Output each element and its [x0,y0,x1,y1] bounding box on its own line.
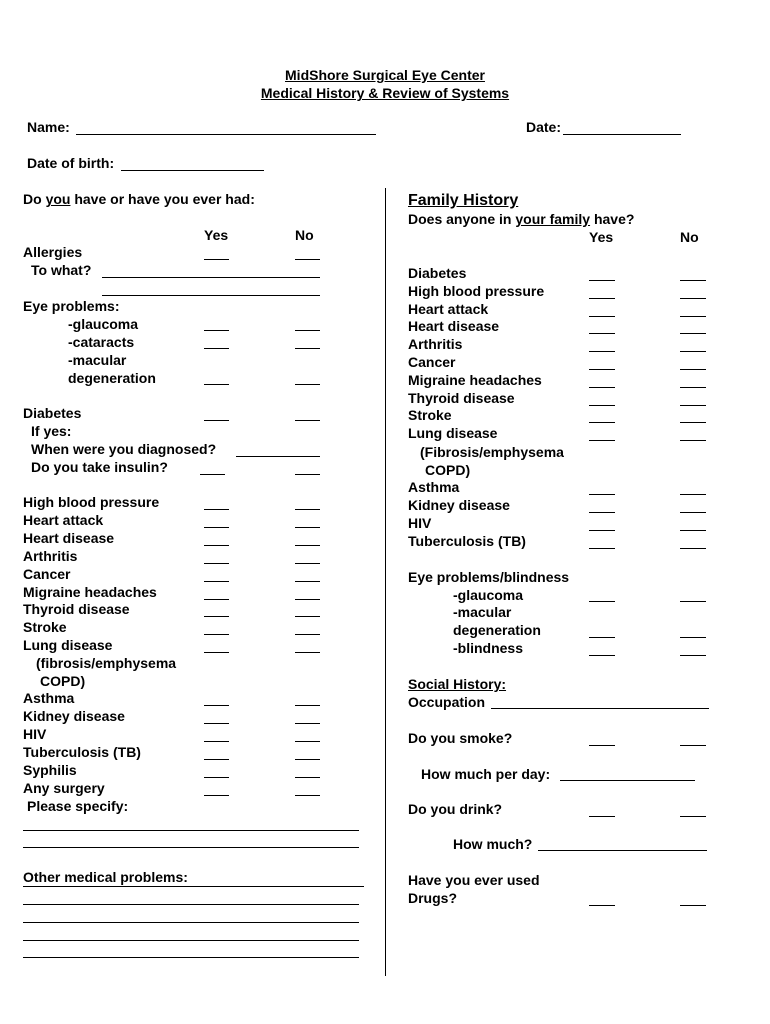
right-question: Does anyone in your family have? [408,211,635,227]
condition-yes-line[interactable] [589,280,615,281]
condition-yes-line[interactable] [204,634,229,635]
drink-yes[interactable] [589,816,615,817]
allergies-no[interactable] [295,259,320,260]
condition-label: Cancer [408,354,456,370]
condition-label: Heart attack [23,511,104,528]
cataracts-yes[interactable] [204,348,229,349]
condition-yes-line[interactable] [204,616,229,617]
condition-yes-line[interactable] [204,563,229,564]
condition-label: High blood pressure [23,494,160,510]
when-diagnosed-field[interactable] [236,456,320,457]
other-line-1[interactable] [23,886,364,887]
condition-label: Diabetes [408,265,467,281]
condition-label: HIV [408,514,432,531]
drugs-no[interactable] [680,905,706,906]
condition-yes-line[interactable] [589,494,615,495]
right-blindness-yes[interactable] [589,655,615,656]
condition-no-line[interactable] [295,652,320,653]
macular-label: -macular [68,352,127,368]
right-blindness-label: -blindness [453,640,524,656]
condition-label: Arthritis [23,547,78,564]
specify-line-1[interactable] [23,830,359,831]
condition-yes-line[interactable] [589,440,615,441]
condition-no-line[interactable] [295,795,320,796]
condition-label: Asthma [408,479,460,495]
condition-no-line[interactable] [295,741,320,742]
condition-label: Kidney disease [23,707,125,724]
condition-label: Migraine headaches [408,371,542,388]
please-specify-label: Please specify: [27,798,129,814]
condition-label: High blood pressure [408,282,545,299]
to-what-field[interactable] [102,277,320,278]
condition-yes-line[interactable] [204,723,229,724]
insulin-no[interactable] [295,474,320,475]
condition-no-line[interactable] [680,512,706,513]
name-label: Name: [27,119,70,135]
condition-no-line[interactable] [680,422,706,423]
condition-no-line[interactable] [680,333,706,334]
right-macular-no[interactable] [680,637,706,638]
condition-yes-line[interactable] [204,599,229,600]
condition-label: Tuberculosis (TB) [408,532,526,549]
condition-no-line[interactable] [295,616,320,617]
other-line-5[interactable] [23,957,359,958]
condition-label: Cancer [23,565,71,582]
right-glaucoma-yes[interactable] [589,601,615,602]
condition-no-line[interactable] [295,545,320,546]
form-title: MidShore Surgical Eye Center [285,67,485,83]
left-no-header: No [295,227,314,243]
condition-yes-line[interactable] [589,369,615,370]
condition-yes-line[interactable] [204,652,229,653]
specify-line-2[interactable] [23,847,359,848]
condition-yes-line[interactable] [204,795,229,796]
how-much-field[interactable] [538,850,707,851]
when-diagnosed-label: When were you diagnosed? [31,441,217,457]
right-no-header: No [680,229,699,245]
condition-yes-line[interactable] [589,422,615,423]
copd-label: COPD) [40,673,86,689]
condition-yes-line[interactable] [589,316,615,317]
condition-no-line[interactable] [680,440,706,441]
per-day-label: How much per day: [421,766,551,782]
drink-label: Do you drink? [408,801,503,817]
condition-label: Any surgery [23,779,105,796]
condition-yes-line[interactable] [204,509,229,510]
name-field[interactable] [76,134,376,135]
date-label: Date: [526,119,562,135]
condition-yes-line[interactable] [589,298,615,299]
condition-no-line[interactable] [680,280,706,281]
condition-label: Migraine headaches [23,583,157,600]
condition-no-line[interactable] [680,369,706,370]
other-line-2[interactable] [23,904,359,905]
glaucoma-yes[interactable] [204,330,229,331]
condition-no-line[interactable] [680,387,706,388]
glaucoma-label: -glaucoma [68,316,139,332]
condition-no-line[interactable] [295,723,320,724]
condition-label: Kidney disease [408,496,510,513]
right-glaucoma-no[interactable] [680,601,706,602]
condition-label: Heart attack [408,300,489,317]
condition-yes-line[interactable] [204,705,229,706]
macular-yes[interactable] [204,384,229,385]
condition-label: Stroke [408,407,452,424]
if-yes-label: If yes: [31,423,72,439]
condition-label: Heart disease [23,529,115,546]
other-line-3[interactable] [23,922,359,923]
condition-label: Lung disease [408,425,498,442]
how-much-label: How much? [453,836,533,852]
eye-blindness-label: Eye problems/blindness [408,569,570,585]
smoke-yes[interactable] [589,745,615,746]
condition-yes-line[interactable] [589,512,615,513]
condition-label: Syphilis [23,761,77,778]
condition-label: Heart disease [408,318,500,335]
glaucoma-no[interactable] [295,330,320,331]
condition-yes-line[interactable] [589,405,615,406]
allergies-label: Allergies [23,244,83,260]
condition-no-line[interactable] [295,777,320,778]
condition-yes-line[interactable] [204,527,229,528]
cataracts-no[interactable] [295,348,320,349]
diabetes-label: Diabetes [23,405,82,421]
condition-no-line[interactable] [680,316,706,317]
condition-no-line[interactable] [295,705,320,706]
right-macular-label: -macular [453,604,512,620]
condition-no-line[interactable] [680,530,706,531]
insulin-label: Do you take insulin? [31,459,168,475]
condition-no-line[interactable] [295,599,320,600]
right-degeneration-label: degeneration [453,622,541,638]
left-yes-header: Yes [204,227,229,243]
family-history-heading: Family History [408,192,519,209]
left-question: Do you have or have you ever had: [23,191,255,207]
right-yes-header: Yes [589,229,614,245]
degeneration-label: degeneration [68,370,156,386]
condition-yes-line[interactable] [204,581,229,582]
form-subtitle: Medical History & Review of Systems [260,85,510,101]
condition-no-line[interactable] [295,581,320,582]
macular-no[interactable] [295,384,320,385]
ever-used-label: Have you ever used [408,872,540,888]
condition-yes-line[interactable] [589,530,615,531]
condition-yes-line[interactable] [589,387,615,388]
condition-yes-line[interactable] [204,741,229,742]
condition-label: Thyroid disease [408,389,515,406]
condition-no-line[interactable] [680,494,706,495]
condition-no-line[interactable] [295,563,320,564]
condition-label: Stroke [23,619,67,636]
date-field[interactable] [563,134,681,135]
condition-no-line[interactable] [680,298,706,299]
column-divider [385,188,386,976]
right-blindness-no[interactable] [680,655,706,656]
condition-yes-line[interactable] [204,545,229,546]
occupation-label: Occupation [408,694,486,710]
condition-no-line[interactable] [680,405,706,406]
other-problems-label: Other medical problems: [23,869,188,885]
dob-field[interactable] [121,170,264,171]
condition-label: Arthritis [408,336,463,353]
right-fibrosis-label: (Fibrosis/emphysema [420,444,564,460]
smoke-no[interactable] [680,745,706,746]
condition-no-line[interactable] [295,759,320,760]
per-day-field[interactable] [560,780,695,781]
to-what-label: To what? [31,262,92,278]
right-macular-yes[interactable] [589,637,615,638]
fibrosis-label: (fibrosis/emphysema [36,655,177,671]
diabetes-no[interactable] [295,420,320,421]
condition-no-line[interactable] [680,351,706,352]
eye-problems-label: Eye problems: [23,298,120,314]
condition-label: Thyroid disease [23,601,130,618]
smoke-label: Do you smoke? [408,730,513,746]
right-glaucoma-label: -glaucoma [453,587,524,603]
drugs-label: Drugs? [408,890,457,906]
drink-no[interactable] [680,816,706,817]
drugs-yes[interactable] [589,905,615,906]
condition-yes-line[interactable] [204,759,229,760]
allergies-yes[interactable] [204,259,229,260]
to-what-field-2[interactable] [102,295,320,296]
right-copd-label: COPD) [425,462,471,478]
condition-yes-line[interactable] [589,548,615,549]
condition-no-line[interactable] [295,527,320,528]
condition-yes-line[interactable] [589,351,615,352]
condition-no-line[interactable] [295,634,320,635]
dob-label: Date of birth: [27,155,115,171]
occupation-field[interactable] [491,708,709,709]
cataracts-label: -cataracts [68,334,135,350]
social-history-heading: Social History: [408,676,507,692]
diabetes-yes[interactable] [204,420,229,421]
insulin-yes[interactable] [200,474,225,475]
condition-label: Asthma [23,690,75,706]
condition-label: Lung disease [23,637,113,654]
condition-label: HIV [23,725,47,742]
condition-yes-line[interactable] [204,777,229,778]
condition-label: Tuberculosis (TB) [23,743,141,760]
other-line-4[interactable] [23,940,359,941]
condition-no-line[interactable] [680,548,706,549]
condition-no-line[interactable] [295,509,320,510]
condition-yes-line[interactable] [589,333,615,334]
